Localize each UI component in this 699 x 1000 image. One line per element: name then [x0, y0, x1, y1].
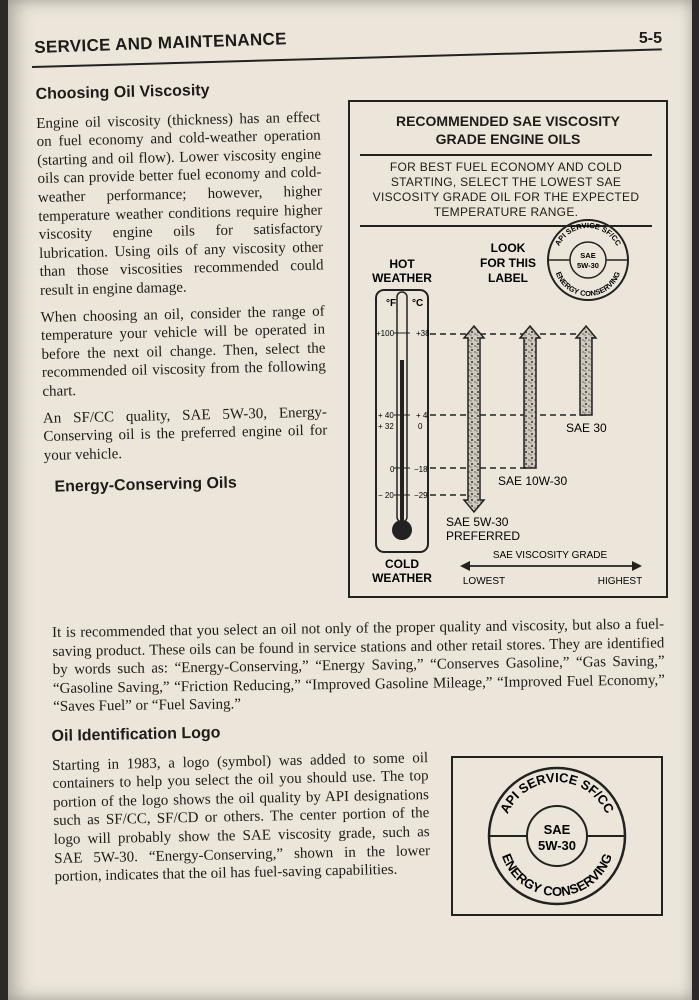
oil-bar-5w30 — [464, 326, 484, 512]
scale-f-1: + 40 — [378, 411, 394, 420]
logo-top-text: API SERVICE SF/CC — [496, 769, 618, 816]
oil-bar-10w30 — [520, 326, 540, 468]
viscosity-heading: Choosing Oil Viscosity — [35, 82, 210, 104]
look-label-1: LOOK — [490, 241, 526, 255]
section-header-title: SERVICE AND MAINTENANCE — [34, 29, 287, 57]
svg-text:ENERGY CONSERVING — [554, 270, 622, 298]
thermometer — [376, 290, 430, 552]
api-logo — [453, 758, 661, 914]
viscosity-paragraph-3: An SF/CC quality, SAE 5W-30, Energy-Conserving oil is the preferred engine oil for your vehicle. — [42, 403, 328, 464]
logo-center-2: 5W-30 — [537, 838, 577, 853]
cold-label-2: WEATHER — [372, 571, 432, 585]
energy-paragraph-block — [52, 615, 665, 725]
logo-section — [51, 724, 431, 895]
manual-page — [8, 0, 692, 1000]
scale-f-0: +100 — [376, 329, 395, 338]
scale-f-3: 0 — [390, 465, 395, 474]
scale-c-3: −18 — [414, 465, 428, 474]
oil-label-preferred: PREFERRED — [446, 529, 521, 543]
temperature-guides — [430, 334, 586, 495]
grade-axis-label: SAE VISCOSITY GRADE — [492, 550, 608, 561]
grade-axis-arrow — [460, 561, 642, 571]
chart-subtitle: FOR BEST FUEL ECONOMY AND COLD STARTING, SELECT THE LOWEST SAE VISCOSITY GRADE OIL FOR THE EXPECTED TEMPERATURE RANGE. — [360, 154, 652, 227]
scale-f-2: + 32 — [378, 422, 394, 431]
chart-graphic — [350, 102, 666, 596]
viscosity-section — [35, 82, 329, 506]
chart-title-line-2: GRADE ENGINE OILS — [435, 131, 581, 147]
logo-center-1: SAE — [543, 822, 571, 837]
logo-heading: Oil Identification Logo — [51, 724, 221, 746]
viscosity-chart — [348, 100, 668, 598]
scale-c-0: +38 — [416, 329, 430, 338]
hot-label-1: HOT — [389, 257, 415, 271]
api-logo-box — [451, 756, 663, 916]
mini-logo-center-1: SAE — [580, 251, 596, 260]
scale-c-1: + 4 — [416, 411, 428, 420]
mini-api-logo — [548, 220, 628, 300]
grade-highest: HIGHEST — [597, 576, 643, 587]
viscosity-paragraph-2: When choosing an oil, consider the range of temperature your vehicle will be operated in before the next oil change. Then, select the recommended oil viscosity from the following chart. — [40, 303, 327, 400]
cold-label-1: COLD — [385, 557, 419, 571]
look-label-3: LABEL — [488, 271, 528, 285]
energy-heading: Energy-Conserving Oils — [54, 474, 237, 496]
hot-label-2: WEATHER — [372, 271, 432, 285]
mini-logo-bottom: ENERGY CONSERVING — [553, 270, 623, 298]
logo-paragraph: Starting in 1983, a logo (symbol) was added to some oil containers to help you select the oil you should use. The top portion of the logo shows the oil quality by API designations such as SF/CC, SF/CD or others. The center portion of the logo will probably show the SAE viscosity grade, such as SAE 5W-30. “Energy-Conserving,” shown in the lower portion, indicates that the oil has fuel-saving capabilities. — [52, 749, 431, 886]
scale-f-4: − 20 — [378, 491, 394, 500]
logo-bottom-text: ENERGY CONSERVING — [498, 851, 616, 899]
unit-fahrenheit: °F — [386, 298, 397, 309]
grade-lowest: LOWEST — [462, 576, 506, 587]
oil-label-30: SAE 30 — [566, 421, 607, 435]
unit-celsius: °C — [412, 298, 424, 309]
look-label-2: FOR THIS — [480, 256, 536, 270]
page-number: 5-5 — [638, 30, 662, 47]
chart-title-line-1: RECOMMENDED SAE VISCOSITY — [395, 113, 621, 129]
mini-logo-top: API SERVICE SF/CC — [552, 220, 624, 248]
oil-bar-30 — [576, 326, 596, 415]
oil-label-10w30: SAE 10W-30 — [498, 474, 568, 488]
mini-logo-center-2: 5W-30 — [577, 261, 599, 270]
scale-c-4: −29 — [414, 491, 428, 500]
energy-paragraph: It is recommended that you select an oil not only of the proper quality and viscosity, but also a fuel-saving product. These oils can be found in service stations and other retail stores. They are identified by words such as: “Energy-Conserving,” “Energy Saving,” “Conserves Gasoline,” “Gas Saving,” “Gasoline Saving,” “Friction Reducing,” “Improved Gasoline Mileage,” “Improved Fuel Economy,” “Saves Fuel” or “Fuel Saving.” — [52, 616, 665, 716]
svg-text:API SERVICE SF/CC — [553, 221, 623, 248]
viscosity-paragraph-1: Engine oil viscosity (thickness) has an effect on fuel economy and cold-weather operation (starting and oil flow). Lower viscosity engine oils can provide better fuel economy and cold-weather performance; however, higher temperature weather conditions require higher viscosity engine oils for satisfactory lubrication. Using oils of any viscosity other than those viscosities recommended could result in engine damage. — [36, 109, 324, 299]
svg-text:API SERVICE SF/CC — [497, 770, 618, 816]
oil-label-5w30: SAE 5W-30 — [446, 515, 509, 529]
scale-c-2: 0 — [418, 422, 423, 431]
